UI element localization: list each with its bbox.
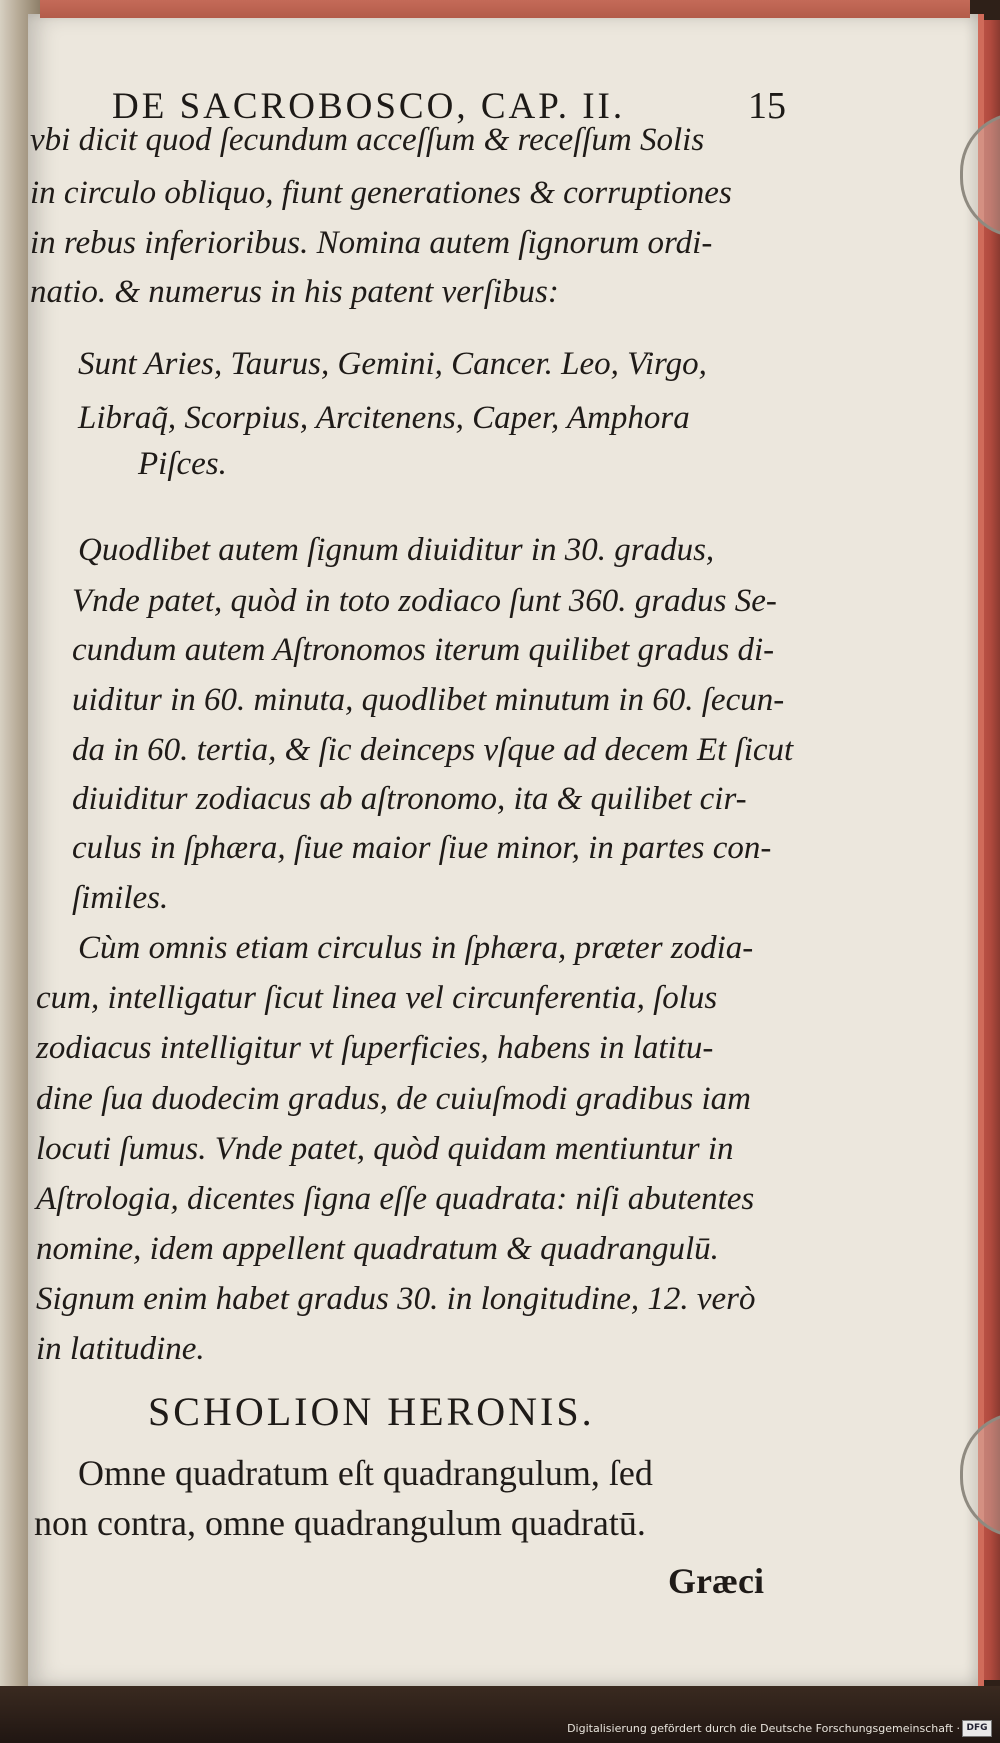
text-line: cum, intelligatur ſicut linea vel circunferentia, ſolus — [36, 980, 718, 1016]
verse-line: Libraq̃, Scorpius, Arcitenens, Caper, Amphora — [78, 400, 690, 436]
text-line: in circulo obliquo, fiunt generationes & corruptiones — [30, 175, 732, 211]
text-line: Quodlibet autem ſignum diuiditur in 30. gradus, — [78, 532, 715, 568]
scholion-heading: SCHOLION HERONIS. — [148, 1389, 595, 1434]
page-number: 15 — [748, 85, 786, 127]
verse-line: Sunt Aries, Taurus, Gemini, Cancer. Leo, Virgo, — [78, 346, 707, 382]
text-line: da in 60. tertia, & ſic deinceps vſque ad decem Et ſicut — [72, 732, 794, 768]
text-line: locuti ſumus. Vnde patet, quòd quidam mentiuntur in — [36, 1131, 734, 1167]
scan-footer — [0, 1686, 1000, 1743]
text-line: in latitudine. — [36, 1331, 205, 1367]
running-head-title: DE SACROBOSCO, CAP. II. — [112, 86, 626, 127]
text-line: cundum autem Aſtronomos iterum quilibet gradus di- — [72, 632, 775, 668]
scholion-line: Omne quadratum eſt quadrangulum, ſed — [78, 1453, 653, 1493]
catchword: Græci — [668, 1561, 764, 1601]
text-line: Vnde patet, quòd in toto zodiaco ſunt 360. gradus Se- — [72, 583, 777, 619]
text-line: natio. & numerus in his patent verſibus: — [30, 274, 559, 310]
text-line: culus in ſphæra, ſiue maior ſiue minor, in partes con- — [72, 830, 772, 866]
text-line: Cùm omnis etiam circulus in ſphæra, præter zodia- — [78, 930, 754, 966]
verse-line: Piſces. — [138, 446, 227, 482]
text-line: ſimiles. — [72, 880, 169, 916]
text-line: Aſtrologia, dicentes ſigna eſſe quadrata: niſi abutentes — [36, 1181, 755, 1217]
text-line: nomine, idem appellent quadratum & quadrangulū. — [36, 1231, 719, 1267]
digitization-credit: Digitalisierung gefördert durch die Deutsche Forschungsgemeinschaft · — [567, 1722, 960, 1735]
text-line: zodiacus intelligitur vt ſuperficies, habens in latitu- — [36, 1030, 714, 1066]
text-line: dine ſua duodecim gradus, de cuiuſmodi gradibus iam — [36, 1081, 751, 1117]
text-line: uiditur in 60. minuta, quodlibet minutum in 60. ſecun- — [72, 682, 785, 718]
text-line: vbi dicit quod ſecundum acceſſum & receſſum Solis — [30, 122, 705, 158]
text-line: in rebus inferioribus. Nomina autem ſignorum ordi- — [30, 225, 713, 261]
text-line: Signum enim habet gradus 30. in longitudine, 12. verò — [36, 1281, 756, 1317]
page-top-edge — [40, 0, 970, 18]
dfg-logo-icon: DFG — [962, 1720, 992, 1737]
scholion-line: non contra, omne quadrangulum quadratū. — [34, 1503, 646, 1543]
text-line: diuiditur zodiacus ab aſtronomo, ita & quilibet cir- — [72, 781, 747, 817]
